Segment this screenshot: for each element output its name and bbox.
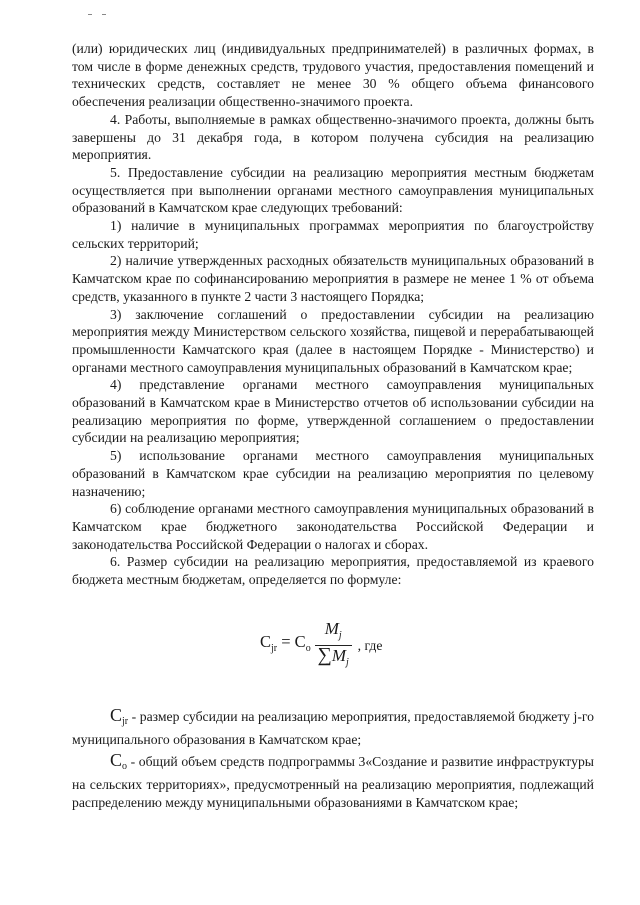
- subsidy-formula: [72, 611, 594, 689]
- formula-numerator: $M_j$: [315, 620, 352, 646]
- formula-fraction: [315, 620, 352, 671]
- requirement-6: 6) соблюдение органами местного самоуправления муниципальных образований в Камчатском крае бюджетного законодательства Российской Федерации и законодательства Российской Федерации о налогах и сборах.: [72, 501, 594, 552]
- paragraph-item-6: 6. Размер субсидии на реализацию мероприятия, предоставляемой из краевого бюджета местным бюджетам, определяется по формуле:: [72, 554, 594, 588]
- formula-denominator: $\sum M_j$: [317, 643, 349, 668]
- definition-co: $C_o$ - общий объем средств подпрограммы 3«Создание и развитие инфраструктуры на сельских территориях», предусмотренный на реализацию мероприятия, подлежащий распределению между муниципальными образованиями в Камчатском крае;: [72, 750, 594, 810]
- paragraph-continuation: (или) юридических лиц (индивидуальных предпринимателей) в различных формах, в том числе в форме денежных средств, трудового участия, предоставления помещений и технических средств, составляет не менее 30 % общего объема финансового обеспечения реализации общественно-значимого проекта.: [72, 41, 594, 110]
- paragraph-item-5: 5. Предоставление субсидии на реализацию мероприятия местным бюджетам осуществляется при выполнении органами местного самоуправления муниципальных образований в Камчатском крае следующих требований:: [72, 164, 594, 216]
- scan-mark: [88, 14, 92, 15]
- requirement-4: 4) представление органами местного самоуправления муниципальных образований в Камчатском крае в Министерство отчетов об использовании субсидии на реализацию мероприятия по форме, утвержденной соглашением о предоставлении субсидии на реализацию мероприятия;: [72, 377, 594, 446]
- scan-mark: [102, 14, 106, 15]
- paragraph-item-4: 4. Работы, выполняемые в рамках общественно-значимого проекта, должны быть завершены до 31 декабря года, в котором получена субсидия на реализацию мероприятия.: [72, 111, 594, 163]
- requirement-5: 5) использование органами местного самоуправления муниципальных образований в Камчатском крае субсидии на реализацию мероприятия по целевому назначению;: [72, 448, 594, 499]
- requirement-1: 1) наличие в муниципальных программах мероприятия по благоустройству сельских территорий;: [72, 218, 594, 251]
- formula-lhs: $C_{jr} = C_o$: [260, 632, 311, 655]
- definition-cjr: $C_{jr}$ - размер субсидии на реализацию мероприятия, предоставляемой бюджету j-го муниципального образования в Камчатском крае;: [72, 704, 594, 747]
- formula-suffix: , где: [357, 637, 383, 653]
- requirement-2: 2) наличие утвержденных расходных обязательств муниципальных образований в Камчатском крае по софинансированию мероприятия в размере не менее 1 % от объема средств, указанного в пункте 2 части 3 настоящего Порядка;: [72, 253, 594, 304]
- requirement-3: 3) заключение соглашений о предоставлении субсидии на реализацию мероприятия между Министерством сельского хозяйства, пищевой и перерабатывающей промышленности Камчатского края (далее в настоящем Порядке - Министерство) и органами местного самоуправления муниципальных образований в Камчатском крае;: [72, 306, 594, 375]
- document-page: [72, 40, 594, 811]
